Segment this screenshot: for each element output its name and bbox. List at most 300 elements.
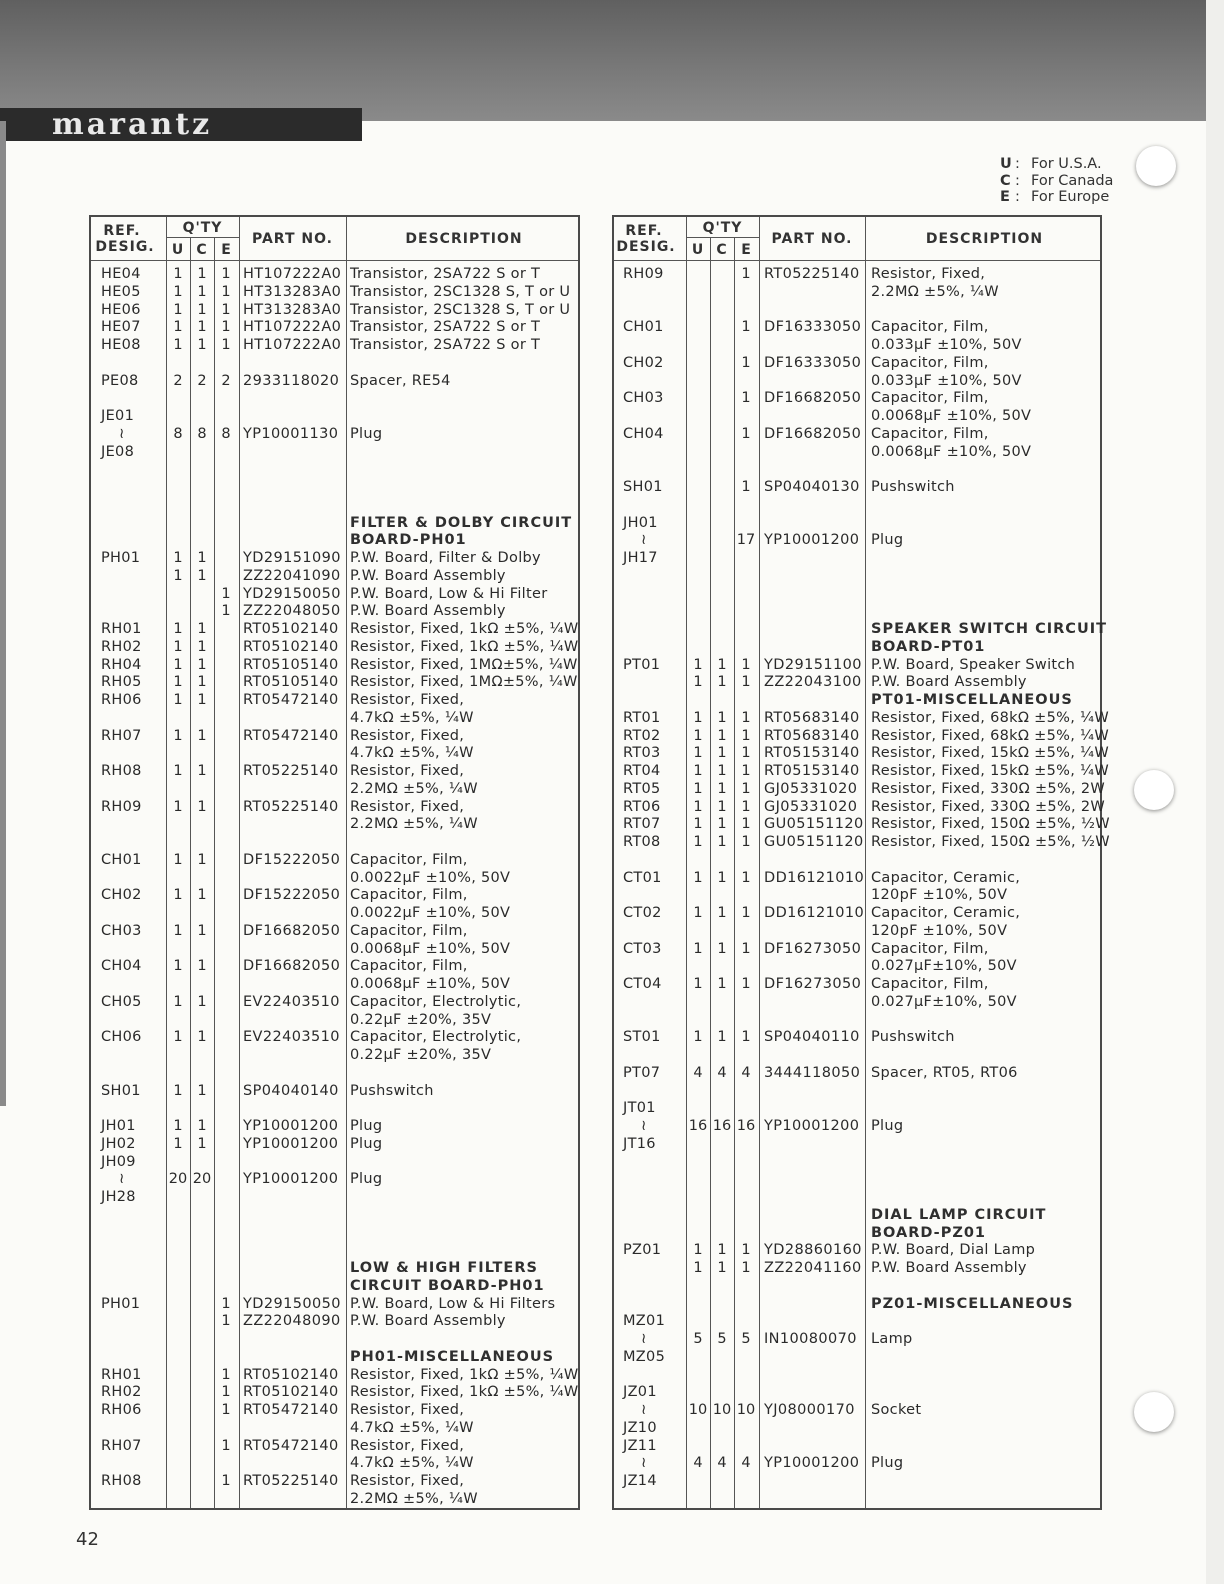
part-no-cell: DF16333050 xyxy=(764,354,862,371)
table-row xyxy=(91,1295,578,1313)
ref-cell: MZ01 xyxy=(623,1313,666,1330)
description-cell: 0.033μF ±10%, 50V xyxy=(871,337,1022,353)
qty-e-cell: 1 xyxy=(221,1437,231,1454)
description-cell: 0.027μF±10%, 50V xyxy=(871,993,1017,1010)
table-row xyxy=(91,780,578,798)
qty-u-cell: 1 xyxy=(693,798,703,815)
ref-cell: ST01 xyxy=(623,1029,661,1046)
ref-cell: RH06 xyxy=(101,1402,142,1418)
qty-c-cell: 1 xyxy=(197,550,207,566)
part-no-cell: YP10001200 xyxy=(764,1118,860,1134)
qty-u-cell: 1 xyxy=(173,674,183,691)
table-row xyxy=(91,354,578,372)
e-header: E xyxy=(221,242,232,258)
part-no-cell: RT05105140 xyxy=(243,656,339,673)
ref-cell: RH09 xyxy=(623,266,664,282)
table-row xyxy=(91,1170,578,1188)
description-cell: LOW & HIGH FILTERS xyxy=(350,1260,538,1276)
ref-cell: RT07 xyxy=(623,816,661,833)
description-cell: CIRCUIT BOARD-PH01 xyxy=(350,1277,545,1294)
qty-c-cell: 1 xyxy=(197,798,207,815)
description-cell: Transistor, 2SA722 S or T xyxy=(350,337,541,353)
table-row xyxy=(614,372,1100,390)
description-cell: Capacitor, Film, xyxy=(871,940,989,957)
description-cell: 2.2MΩ ±5%, ¼W xyxy=(350,780,478,797)
page-number: 42 xyxy=(76,1529,99,1550)
qty-e-cell: 1 xyxy=(221,1473,231,1489)
part-no-cell: HT313283A0 xyxy=(243,283,342,300)
ref-cell: PH01 xyxy=(101,550,141,566)
qty-e-cell: 1 xyxy=(741,780,751,797)
qty-u-cell: 1 xyxy=(693,1242,703,1259)
qty-c-cell: 2 xyxy=(197,372,207,389)
table-row xyxy=(91,993,578,1011)
qty-c-cell: 1 xyxy=(717,656,727,673)
description-cell: Resistor, Fixed, xyxy=(350,692,465,708)
description-cell: 0.0068μF ±10%, 50V xyxy=(871,443,1032,460)
part-no-cell: ZZ22048090 xyxy=(243,1313,341,1330)
qty-c-cell: 1 xyxy=(717,1029,727,1046)
part-no-cell: DF16682050 xyxy=(243,958,341,975)
ref-cell: JE01 xyxy=(101,408,135,424)
table-row xyxy=(91,531,578,549)
table-row xyxy=(614,656,1100,674)
ref-header: REF. xyxy=(103,223,141,239)
qty-u-cell: 1 xyxy=(173,993,183,1010)
ref-cell: JZ11 xyxy=(623,1437,657,1454)
part-no-cell: YD29151090 xyxy=(243,550,341,566)
part-no-cell: RT05472140 xyxy=(243,1437,339,1454)
qty-e-cell: 1 xyxy=(741,354,751,371)
table-row xyxy=(91,460,578,478)
table-row xyxy=(614,1099,1100,1117)
ref-cell: PZ01 xyxy=(623,1242,662,1259)
part-no-cell: DD16121010 xyxy=(764,869,865,886)
ref-cell: ≀ xyxy=(119,425,125,442)
description-cell: P.W. Board, Dial Lamp xyxy=(871,1242,1036,1259)
table-row xyxy=(614,407,1100,425)
qty-e-cell: 1 xyxy=(221,337,231,353)
table-row xyxy=(91,975,578,993)
description-cell: Resistor, Fixed, 1kΩ ±5%, ¼W xyxy=(350,1366,579,1383)
description-cell: Resistor, Fixed, 68kΩ ±5%, ¼W xyxy=(871,727,1110,744)
table-row xyxy=(614,1312,1100,1330)
description-cell: P.W. Board Assembly xyxy=(871,674,1027,691)
description-cell: 4.7kΩ ±5%, ¼W xyxy=(350,745,474,762)
description-cell: Plug xyxy=(350,425,383,442)
table-row xyxy=(614,283,1100,301)
ref-cell: JT16 xyxy=(623,1135,656,1152)
table-row xyxy=(91,1490,578,1508)
legend-label: For Canada xyxy=(1031,172,1114,189)
table-row xyxy=(614,744,1110,762)
qty-c-cell: 1 xyxy=(717,727,727,744)
description-cell: Capacitor, Film, xyxy=(350,851,468,868)
part-no-cell: YD29151100 xyxy=(764,656,862,673)
legend-code: U xyxy=(1000,156,1012,172)
description-cell: Resistor, Fixed, xyxy=(350,1473,465,1489)
qty-e-cell: 1 xyxy=(741,816,751,833)
table-row xyxy=(614,833,1110,851)
table-row xyxy=(91,549,578,567)
table-row xyxy=(614,549,1100,567)
table-row xyxy=(91,904,578,922)
description-cell: BOARD-PT01 xyxy=(871,638,986,655)
qty-c-cell: 1 xyxy=(197,1118,207,1134)
qty-u-cell: 1 xyxy=(173,922,183,939)
table-row xyxy=(91,1064,578,1082)
legend-row: C : For Canada xyxy=(1000,172,1114,189)
part-no-cell: EV22403510 xyxy=(243,993,340,1010)
part-no-cell: 2933118020 xyxy=(243,372,340,389)
part-no-cell: SP04040130 xyxy=(764,479,860,495)
part-no-cell: GU05151120 xyxy=(764,816,864,833)
qty-u-cell: 1 xyxy=(173,851,183,868)
qty-c-cell: 1 xyxy=(717,976,727,992)
qty-u-cell: 5 xyxy=(693,1331,703,1347)
ref-cell: CH03 xyxy=(623,390,664,407)
ref-cell: HE06 xyxy=(101,301,141,318)
table-row xyxy=(614,940,1100,958)
ref-cell: RH08 xyxy=(101,763,142,779)
qty-c-cell: 1 xyxy=(717,816,727,833)
ref-cell: CT03 xyxy=(623,940,662,957)
description-cell: Resistor, Fixed, 1MΩ±5%, ¼W xyxy=(350,656,578,673)
qty-divider xyxy=(686,237,759,238)
table-row xyxy=(91,1312,578,1330)
qty-u-cell: 4 xyxy=(693,1455,703,1472)
qty-u-cell: 1 xyxy=(173,1082,183,1099)
qty-e-cell: 1 xyxy=(741,709,751,726)
qty-c-cell: 8 xyxy=(197,425,207,442)
table-row xyxy=(91,1383,578,1401)
qty-c-cell: 1 xyxy=(197,656,207,673)
ref-cell: JH09 xyxy=(101,1153,136,1170)
table-row xyxy=(91,1454,578,1472)
part-no-cell: RT05472140 xyxy=(243,727,339,744)
part-no-cell: RT05225140 xyxy=(243,1473,339,1489)
part-no-cell: YP10001200 xyxy=(764,532,860,549)
ref-cell: JZ10 xyxy=(623,1419,657,1436)
qty-c-cell: 4 xyxy=(717,1455,727,1472)
table-row xyxy=(91,638,578,656)
table-row xyxy=(614,1330,1100,1348)
ref-cell: RH02 xyxy=(101,1384,142,1401)
qty-c-cell: 1 xyxy=(197,763,207,779)
qty-c-cell: 1 xyxy=(197,301,207,318)
description-cell: PZ01-MISCELLANEOUS xyxy=(871,1295,1074,1312)
table-row xyxy=(91,1011,578,1029)
description-cell: Capacitor, Electrolytic, xyxy=(350,993,522,1010)
ref-cell: CH01 xyxy=(623,319,664,336)
qty-u-cell: 2 xyxy=(173,372,183,389)
table-row xyxy=(91,1099,578,1117)
u-header: U xyxy=(691,242,705,258)
table-row xyxy=(91,1330,578,1348)
table-row xyxy=(614,1419,1100,1437)
table-row xyxy=(614,354,1100,372)
part-no-cell: RT05153140 xyxy=(764,763,860,779)
table-row xyxy=(91,389,578,407)
table-row xyxy=(614,443,1100,461)
qty-e-cell: 1 xyxy=(741,976,751,992)
ref-cell: RH09 xyxy=(101,798,142,815)
description-cell: Resistor, Fixed, xyxy=(350,763,465,779)
table-row xyxy=(91,1437,578,1455)
part-header: PART NO. xyxy=(251,231,333,247)
description-cell: Capacitor, Film, xyxy=(871,319,989,336)
table-row xyxy=(91,372,578,390)
qty-c-cell: 1 xyxy=(197,319,207,336)
table-row xyxy=(614,1366,1100,1384)
table-row xyxy=(91,1117,578,1135)
part-no-cell: RT05683140 xyxy=(764,709,860,726)
part-no-cell: RT05105140 xyxy=(243,674,339,691)
ref-cell: JE08 xyxy=(101,443,135,460)
part-no-cell: RT05472140 xyxy=(243,1402,339,1418)
qty-u-cell: 1 xyxy=(693,834,703,850)
ref-cell: ≀ xyxy=(641,1331,647,1347)
ref-cell: MZ05 xyxy=(623,1348,666,1365)
legend-row: U : For U.S.A. xyxy=(1000,156,1102,172)
table-row xyxy=(91,922,578,940)
qty-c-cell: 1 xyxy=(197,674,207,691)
part-no-cell: DF15222050 xyxy=(243,851,341,868)
ref-cell: RH07 xyxy=(101,1437,142,1454)
ref-cell: JZ14 xyxy=(623,1473,657,1489)
qty-c-cell: 1 xyxy=(717,798,727,815)
description-cell: 0.0068μF ±10%, 50V xyxy=(871,408,1032,424)
qty-c-cell: 1 xyxy=(197,993,207,1010)
legend-row: E : For Europe xyxy=(1000,189,1110,205)
qty-e-cell: 1 xyxy=(741,1242,751,1259)
part-no-cell: HT313283A0 xyxy=(243,301,342,318)
table-row xyxy=(614,691,1100,709)
qty-u-cell: 1 xyxy=(693,816,703,833)
table-row xyxy=(614,1241,1100,1259)
part-no-cell: RT05225140 xyxy=(764,266,860,282)
ref-cell: CT01 xyxy=(623,869,662,886)
description-cell: 0.033μF ±10%, 50V xyxy=(871,372,1022,389)
qty-c-cell: 1 xyxy=(197,638,207,655)
qty-c-cell: 1 xyxy=(717,940,727,957)
table-row xyxy=(91,851,578,869)
ref-cell: CH04 xyxy=(101,958,142,975)
table-row xyxy=(91,318,578,336)
part-no-cell: YD29150050 xyxy=(243,1295,341,1312)
qty-u-cell: 1 xyxy=(693,1260,703,1276)
qty-u-cell: 1 xyxy=(173,550,183,566)
part-no-cell: GJ05331020 xyxy=(764,798,858,815)
qty-u-cell: 1 xyxy=(173,1135,183,1152)
part-no-cell: SP04040140 xyxy=(243,1082,339,1099)
table-row xyxy=(614,460,1100,478)
ref-cell: HE04 xyxy=(101,266,141,282)
description-cell: PT01-MISCELLANEOUS xyxy=(871,692,1073,708)
part-no-cell: IN10080070 xyxy=(764,1331,857,1347)
description-cell: 4.7kΩ ±5%, ¼W xyxy=(350,1419,474,1436)
table-row xyxy=(614,975,1100,993)
table-row xyxy=(614,1206,1100,1224)
table-row xyxy=(614,265,1100,283)
table-row xyxy=(91,673,578,691)
table-row xyxy=(91,727,578,745)
table-row xyxy=(614,798,1106,816)
qty-c-cell: 1 xyxy=(197,283,207,300)
table-row xyxy=(91,1082,578,1100)
qty-c-cell: 1 xyxy=(717,674,727,691)
description-cell: Plug xyxy=(871,1118,904,1134)
table-row xyxy=(614,478,1100,496)
table-row xyxy=(91,1206,578,1224)
description-cell: Lamp xyxy=(871,1331,913,1347)
table-row xyxy=(614,851,1100,869)
qty-e-cell: 17 xyxy=(736,532,756,549)
description-cell: Resistor, Fixed, 68kΩ ±5%, ¼W xyxy=(871,709,1110,726)
qty-c-cell: 1 xyxy=(197,727,207,744)
ref-cell: RT08 xyxy=(623,834,661,850)
table-row xyxy=(91,1259,578,1277)
qty-e-cell: 1 xyxy=(741,425,751,442)
table-row xyxy=(614,1437,1100,1455)
qty-e-cell: 1 xyxy=(741,390,751,407)
qty-u-cell: 1 xyxy=(693,940,703,957)
part-no-cell: DF16273050 xyxy=(764,976,862,992)
table-row xyxy=(91,283,578,301)
part-no-cell: YP10001200 xyxy=(243,1118,339,1134)
ref-cell: RT03 xyxy=(623,745,661,762)
ref-cell: JH02 xyxy=(101,1135,136,1152)
qty-e-cell: 1 xyxy=(741,940,751,957)
ref-cell: JZ01 xyxy=(623,1384,657,1401)
part-no-cell: DF16682050 xyxy=(243,922,341,939)
part-no-cell: RT05102140 xyxy=(243,638,339,655)
ref-cell: CH02 xyxy=(101,887,142,904)
table-row xyxy=(91,957,578,975)
table-row xyxy=(91,1472,578,1490)
qty-u-cell: 1 xyxy=(173,798,183,815)
table-row xyxy=(614,602,1100,620)
part-no-cell: DF16333050 xyxy=(764,319,862,336)
qty-e-cell: 10 xyxy=(736,1402,756,1418)
qty-u-cell: 1 xyxy=(173,266,183,282)
table-row xyxy=(614,425,1100,443)
part-no-cell: YD28860160 xyxy=(764,1242,862,1259)
qty-e-cell: 1 xyxy=(221,283,231,300)
part-no-cell: DD16121010 xyxy=(764,905,865,921)
table-row xyxy=(91,1046,578,1064)
description-cell: Capacitor, Film, xyxy=(871,390,989,407)
ref-cell: SH01 xyxy=(623,479,663,495)
table-row xyxy=(614,1153,1100,1171)
ref-cell: ≀ xyxy=(641,1402,647,1418)
qty-u-cell: 1 xyxy=(693,780,703,797)
part-no-cell: ZZ22048050 xyxy=(243,603,341,620)
qty-c-cell: 1 xyxy=(197,266,207,282)
table-row xyxy=(614,496,1100,514)
table-row xyxy=(614,514,1100,532)
table-row xyxy=(614,957,1100,975)
binder-hole-bottom xyxy=(1134,1392,1174,1432)
description-cell: Transistor, 2SC1328 S, T or U xyxy=(350,283,571,300)
qty-u-cell: 8 xyxy=(173,425,183,442)
ref-cell: CH06 xyxy=(101,1029,142,1046)
qty-u-cell: 1 xyxy=(173,319,183,336)
table-row xyxy=(614,1454,1100,1472)
ref-cell: RT02 xyxy=(623,727,661,744)
qty-c-cell: 1 xyxy=(197,692,207,708)
ref-cell: ≀ xyxy=(641,1455,647,1472)
table-row xyxy=(91,744,578,762)
binder-hole-top xyxy=(1136,146,1176,186)
description-cell: Plug xyxy=(871,532,904,549)
qty-e-cell: 5 xyxy=(741,1331,751,1347)
part-no-cell: RT05102140 xyxy=(243,621,339,637)
qty-e-cell: 4 xyxy=(741,1455,751,1472)
desc-header: DESCRIPTION xyxy=(925,231,1044,247)
ref-cell: ≀ xyxy=(119,1171,125,1188)
table-row xyxy=(614,1011,1100,1029)
table-row xyxy=(91,762,578,780)
table-row xyxy=(614,638,1100,656)
table-row xyxy=(614,301,1100,319)
table-row xyxy=(91,656,578,674)
part-no-cell: YJ08000170 xyxy=(764,1402,855,1418)
description-cell: P.W. Board, Speaker Switch xyxy=(871,656,1076,673)
part-no-cell: RT05683140 xyxy=(764,727,860,744)
qty-e-cell: 1 xyxy=(221,301,231,318)
description-cell: Pushswitch xyxy=(871,479,955,495)
desig-header: DESIG. xyxy=(616,239,676,255)
table-row xyxy=(614,1046,1100,1064)
description-cell: Resistor, Fixed, 150Ω ±5%, ½W xyxy=(871,816,1110,833)
table-row xyxy=(91,709,578,727)
ref-cell: CH01 xyxy=(101,851,142,868)
part-no-cell: ZZ22041090 xyxy=(243,567,341,584)
description-cell: P.W. Board Assembly xyxy=(350,567,506,584)
table-row xyxy=(91,301,578,319)
description-cell: Transistor, 2SC1328 S, T or U xyxy=(350,301,571,318)
qty-e-cell: 16 xyxy=(736,1118,756,1134)
ref-cell: RH04 xyxy=(101,656,142,673)
description-cell: 0.027μF±10%, 50V xyxy=(871,958,1017,975)
table-row xyxy=(614,709,1110,727)
description-cell: 2.2MΩ ±5%, ¼W xyxy=(871,283,999,300)
description-cell: Plug xyxy=(350,1118,383,1134)
description-cell: Capacitor, Film, xyxy=(350,958,468,975)
table-row xyxy=(91,798,578,816)
qty-c-cell: 1 xyxy=(197,567,207,584)
part-header: PART NO. xyxy=(771,231,853,247)
table-row xyxy=(91,1153,578,1171)
table-row xyxy=(614,1170,1100,1188)
qty-u-cell: 1 xyxy=(173,337,183,353)
qty-u-cell: 1 xyxy=(693,763,703,779)
description-cell: Capacitor, Electrolytic, xyxy=(350,1029,522,1046)
table-row xyxy=(91,1135,578,1153)
table-row xyxy=(614,531,1100,549)
description-cell: 4.7kΩ ±5%, ¼W xyxy=(350,709,474,726)
qty-u-cell: 1 xyxy=(173,656,183,673)
qty-u-cell: 1 xyxy=(173,763,183,779)
table-row xyxy=(91,1188,578,1206)
desc-header: DESCRIPTION xyxy=(405,231,523,247)
qty-e-cell: 1 xyxy=(741,1260,751,1276)
ref-cell: RT01 xyxy=(623,709,661,726)
table-row xyxy=(614,585,1100,603)
qty-e-cell: 1 xyxy=(741,834,751,850)
legend-label: For Europe xyxy=(1031,189,1110,205)
